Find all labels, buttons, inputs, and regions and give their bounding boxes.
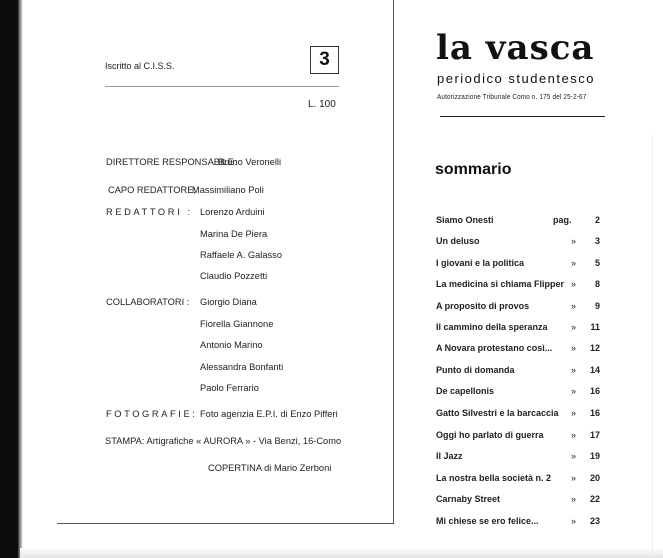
registration-text: Iscritto al C.I.S.S. (105, 61, 175, 71)
stampa-text: STAMPA: Artigrafiche « AURORA » - Via Benzi, 16-Como (105, 436, 342, 446)
redattore-name: Raffaele A. Galasso (200, 250, 283, 260)
toc-entry-page: 11 (590, 322, 600, 332)
divider-right (440, 116, 605, 117)
toc-entry[interactable] (436, 408, 600, 420)
toc-entry-title: Il cammino della speranza (436, 322, 548, 332)
toc-entry-page: 16 (589, 386, 600, 396)
toc-entry-title: Gatto Silvestri e la barcaccia (436, 408, 559, 418)
toc-entry-page: 8 (594, 279, 600, 289)
redattore-name: Claudio Pozzetti (200, 271, 268, 281)
toc-entry-title: La medicina si chiama Flipper (436, 279, 565, 289)
toc-entry[interactable] (436, 343, 600, 355)
toc-entry-page: 22 (589, 494, 600, 504)
collaboratore-name: Alessandra Bonfanti (200, 362, 284, 372)
toc-entry-page: 9 (594, 301, 600, 311)
toc-entry[interactable] (436, 236, 600, 248)
ditto-mark: » (571, 451, 577, 461)
ditto-mark: » (571, 494, 577, 504)
toc-entry-title: Siamo Onesti (436, 215, 494, 225)
price-text: L. 100 (308, 99, 336, 110)
toc-entry-title: Oggi ho parlato di guerra (436, 430, 544, 440)
authorization-text: Autorizzazione Tribunale Como n. 175 del 25-2-67 (437, 92, 587, 101)
toc-entry[interactable] (436, 473, 600, 485)
ditto-mark: » (571, 473, 577, 483)
toc-entry-page: 14 (589, 365, 600, 375)
toc-entry-page: 23 (589, 516, 600, 526)
ditto-mark: » (571, 322, 577, 332)
toc-entry-title: A proposito di provos (436, 301, 530, 311)
toc-entry-page: 19 (589, 451, 600, 461)
left-page-frame-bottom (57, 523, 394, 524)
page-bottom-shade (20, 548, 663, 558)
toc-entry-title: Un deluso (436, 236, 480, 246)
redattore-name: Lorenzo Arduini (200, 207, 265, 217)
copertina-text: COPERTINA di Mario Zerboni (208, 463, 332, 473)
toc-pag-label: pag. (553, 215, 572, 225)
direttore-name: Bruno Veronelli (218, 157, 282, 167)
capo-redattore-label: CAPO REDATTORE; (108, 185, 196, 195)
toc-entry-page: 3 (594, 236, 600, 246)
right-page-edge (652, 135, 653, 555)
toc-entry[interactable] (436, 386, 600, 398)
ditto-mark: » (571, 365, 577, 375)
toc-entry-page: 12 (589, 343, 600, 353)
ditto-mark: » (571, 430, 577, 440)
toc-entry[interactable] (436, 301, 600, 313)
toc-entry-page: 20 (589, 473, 600, 483)
toc-entry[interactable] (436, 451, 600, 463)
divider-left (105, 86, 339, 87)
ditto-mark: » (571, 343, 577, 353)
issue-number-box: 3 (310, 46, 339, 74)
redattore-name: Marina De Piera (200, 229, 268, 239)
collaboratori-label: COLLABORATORI : (106, 297, 190, 307)
collaboratore-name: Paolo Ferrario (200, 383, 259, 393)
toc-heading: sommario (435, 161, 512, 178)
magazine-title: la vasca (436, 28, 595, 68)
toc-entry-title: Il Jazz (436, 451, 463, 461)
toc-entry-page: 17 (589, 430, 600, 440)
ditto-mark: » (571, 258, 577, 268)
scan-edge-fade (18, 0, 23, 558)
fotografie-label: FOTOGRAFIE: (106, 409, 198, 419)
toc-entry[interactable] (436, 279, 600, 291)
capo-redattore-name: Massimiliano Poli (192, 185, 264, 195)
ditto-mark: » (571, 279, 577, 289)
direttore-label: DIRETTORE RESPONSABILE: (106, 157, 237, 167)
toc-entry-title: La nostra bella società n. 2 (436, 473, 552, 483)
toc-entry[interactable] (436, 365, 600, 377)
collaboratore-name: Giorgio Diana (200, 297, 257, 307)
toc-entry-page: 16 (589, 408, 600, 418)
toc-entry[interactable] (436, 215, 600, 227)
toc-entry-page: 5 (594, 258, 600, 268)
ditto-mark: » (571, 386, 577, 396)
ditto-mark: » (571, 301, 577, 311)
toc-entry-title: De capellonis (436, 386, 495, 396)
collaboratore-name: Fiorella Giannone (200, 319, 274, 329)
toc-entry-title: Punto di domanda (436, 365, 515, 375)
redattori-label: REDATTORI : (106, 207, 193, 217)
fotografie-value: Foto agenzia E.P.I. di Enzo Pifferi (200, 409, 338, 419)
toc-entry-page: 2 (594, 215, 600, 225)
toc-entry[interactable] (436, 430, 600, 442)
magazine-subtitle: periodico studentesco (437, 71, 595, 86)
ditto-mark: » (571, 516, 577, 526)
toc-entry[interactable] (436, 258, 600, 270)
toc-entry-title: Carnaby Street (436, 494, 501, 504)
toc-entry-title: Mi chiese se ero felice... (436, 516, 539, 526)
toc-entry[interactable] (436, 494, 600, 506)
toc-entry[interactable] (436, 516, 600, 528)
toc-entry[interactable] (436, 322, 600, 334)
toc-entry-title: I giovani e la politica (436, 258, 525, 268)
left-page-frame-right (393, 0, 394, 524)
toc-entry-title: A Novara protestano così... (436, 343, 553, 353)
scan-black-edge (0, 0, 20, 558)
ditto-mark: » (571, 408, 577, 418)
ditto-mark: » (571, 236, 577, 246)
collaboratore-name: Antonio Marino (200, 340, 263, 350)
